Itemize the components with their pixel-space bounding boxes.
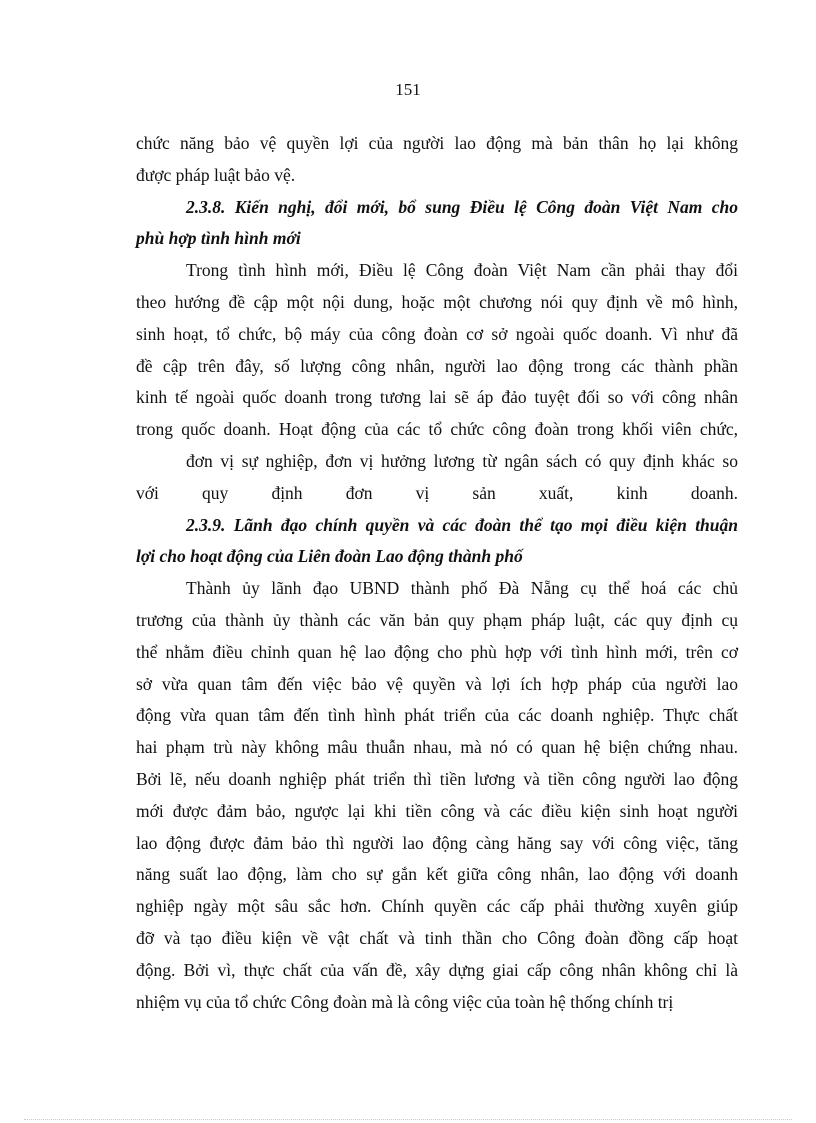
paragraph-line: được pháp luật bảo vệ. — [136, 164, 296, 185]
paragraph-line: Trong tình hình mới, Điều lệ Công đoàn Việt Nam cần phải thay đổi — [186, 260, 738, 281]
paragraph-line: Thành ủy lãnh đạo UBND thành phố Đà Nẵng cụ thể hoá các chủ — [186, 578, 738, 599]
paragraph-line: động vừa quan tâm đến tình hình phát triển của các doanh nghiệp. Thực chất — [136, 705, 738, 726]
paragraph-line: hai phạm trù này không mâu thuẫn nhau, mà nó có quan hệ biện chứng nhau. — [136, 737, 738, 758]
paragraph-line: sở vừa quan tâm đến việc bảo vệ quyền và lợi ích hợp pháp của người lao — [136, 673, 738, 694]
paragraph-line: kinh tế ngoài quốc doanh trong tương lai sẽ áp đảo tuyệt đối so với công nhân — [136, 387, 738, 408]
page-bottom-divider — [24, 1119, 792, 1120]
page-number: 151 — [395, 80, 421, 99]
paragraph-line: động. Bởi vì, thực chất của vấn đề, xây dựng giai cấp công nhân không chỉ là — [136, 959, 738, 980]
paragraph-line: Bởi lẽ, nếu doanh nghiệp phát triển thì tiền lương và tiền công người lao động — [136, 768, 738, 789]
paragraph-line: chức năng bảo vệ quyền lợi của người lao động mà bản thân họ lại không — [136, 133, 738, 153]
paragraph-line: năng suất lao động, làm cho sự gắn kết giữa công nhân, lao động với doanh — [136, 864, 738, 885]
paragraph-line: lao động được đảm bảo thì người lao động càng hăng say với công việc, tăng — [136, 832, 738, 853]
paragraph-line: sinh hoạt, tổ chức, bộ máy của công đoàn cơ sở ngoài quốc doanh. Vì như đã — [136, 323, 738, 344]
paragraph-line: nhiệm vụ của tổ chức Công đoàn mà là công việc của toàn hệ thống chính trị — [136, 991, 674, 1012]
paragraph-line: mới được đảm bảo, ngược lại khi tiền công và các điều kiện sinh hoạt người — [136, 800, 738, 821]
section-heading: 2.3.9. Lãnh đạo chính quyền và các đoàn thể tạo mọi điều kiện thuận — [186, 514, 738, 535]
paragraph-line: đơn vị sự nghiệp, đơn vị hưởng lương từ ngân sách có quy định khác so — [186, 450, 738, 471]
paragraph-line: thể nhằm điều chỉnh quan hệ lao động cho phù hợp với tình hình mới, trên cơ — [136, 641, 738, 662]
paragraph-line: theo hướng đề cập một nội dung, hoặc một chương nói quy định về mô hình, — [136, 291, 738, 312]
section-heading: phù hợp tình hình mới — [136, 228, 301, 249]
paragraph-line: trương của thành ủy thành các văn bản quy phạm pháp luật, các quy định cụ — [136, 609, 738, 630]
paragraph-line: trong quốc doanh. Hoạt động của các tổ chức công đoàn trong khối viên chức, — [136, 419, 738, 440]
document-body — [136, 128, 738, 1018]
section-heading: 2.3.8. Kiến nghị, đổi mới, bổ sung Điều lệ Công đoàn Việt Nam cho — [186, 196, 738, 217]
paragraph-line: với quy định đơn vị sản xuất, kinh doanh. — [136, 482, 738, 503]
paragraph-line: đỡ và tạo điều kiện về vật chất và tinh thần cho Công đoàn đồng cấp hoạt — [136, 927, 738, 948]
section-heading: lợi cho hoạt động của Liên đoàn Lao động thành phố — [136, 546, 523, 567]
paragraph-line: đề cập trên đây, số lượng công nhân, người lao động trong các thành phần — [136, 355, 738, 376]
paragraph-line: nghiệp ngày một sâu sắc hơn. Chính quyền các cấp phải thường xuyên giúp — [136, 896, 738, 917]
